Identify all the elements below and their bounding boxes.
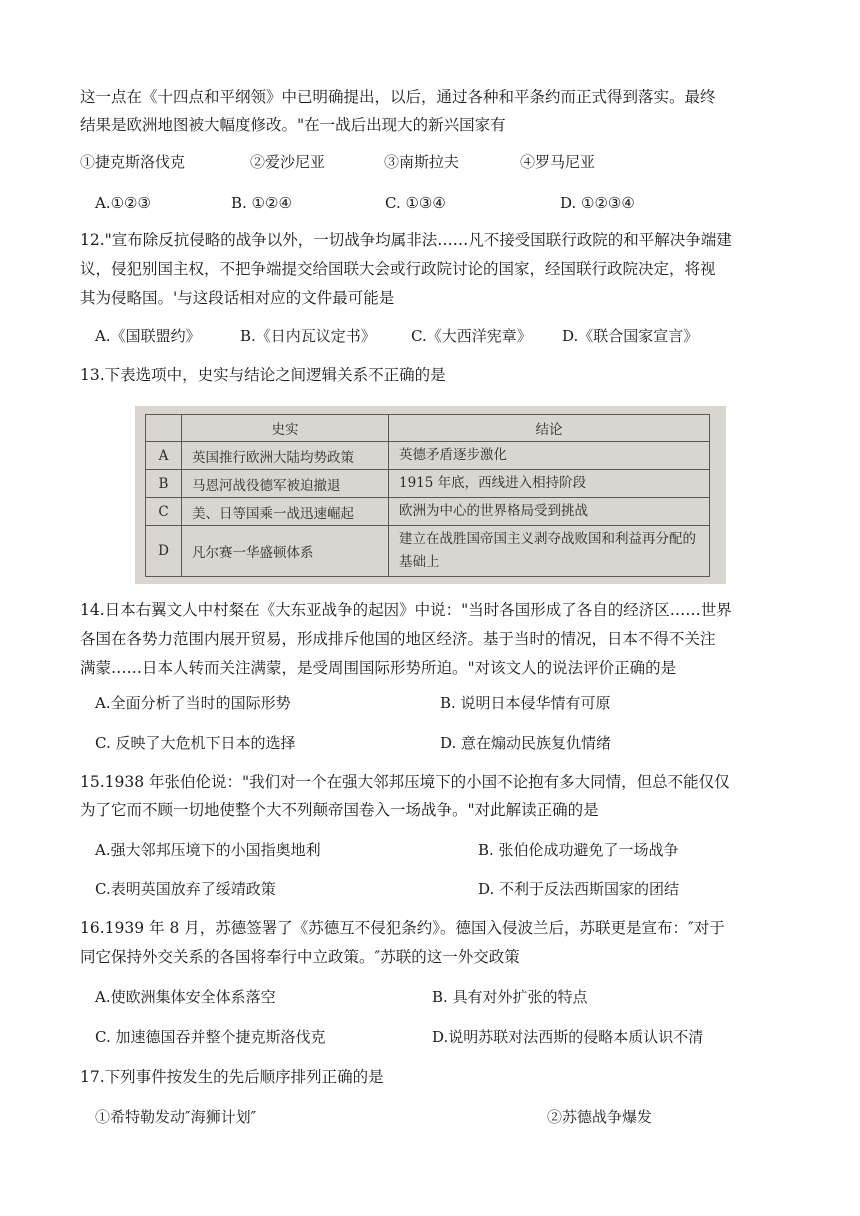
q16-option-d: D.说明苏联对法西斯的侵略本质认识不清 — [432, 1028, 704, 1046]
row-label: A — [146, 442, 182, 470]
q14-line-3: 满蒙……日本人转而关注满蒙，是受周围国际形势所迫。"对该文人的说法评价正确的是 — [80, 659, 677, 677]
intro-line-1: 这一点在《十四点和平纲领》中已明确提出，以后，通过各种和平条约而正式得到落实。最终 — [80, 88, 716, 106]
row-fact: 美、日等国乘一战迅速崛起 — [182, 498, 389, 526]
table-header-conclusion: 结论 — [389, 415, 710, 442]
q11-item-2: ②爱沙尼亚 — [250, 153, 326, 171]
q15-option-d: D. 不利于反法西斯国家的团结 — [478, 880, 680, 898]
q11-option-b: B. ①②④ — [231, 194, 292, 212]
row-label: C — [146, 498, 182, 526]
q14-line-2: 各国在各势力范围内展开贸易，形成排斥他国的地区经济。基于当时的情况，日本不得不关注 — [80, 630, 716, 648]
table-row — [146, 526, 710, 577]
q14-line-1: 14.日本右翼文人中村粲在《大东亚战争的起因》中说："当时各国形成了各自的经济区……世界 — [80, 601, 732, 619]
table-header-blank — [146, 415, 182, 442]
q15-option-b: B. 张伯伦成功避免了一场战争 — [478, 841, 679, 859]
q16-option-b: B. 具有对外扩张的特点 — [432, 988, 588, 1006]
table-row — [146, 442, 710, 470]
q12-option-d: D.《联合国家宣言》 — [562, 327, 699, 345]
row-conclusion: 英德矛盾逐步激化 — [389, 442, 710, 470]
q16-option-a: A.使欧洲集体安全体系落空 — [95, 988, 276, 1006]
q11-option-c: C. ①③④ — [385, 194, 446, 212]
q15-line-1: 15.1938 年张伯伦说："我们对一个在强大邻邦压境下的小国不论抱有多大同情，但总不能仅仅 — [80, 773, 730, 791]
q17-item-1: ①希特勒发动″海狮计划″ — [95, 1108, 257, 1126]
q11-option-d: D. ①②③④ — [560, 194, 635, 212]
q13-stem: 13.下表选项中，史实与结论之间逻辑关系不正确的是 — [80, 366, 446, 384]
q15-line-2: 为了它而不顾一切地使整个大不列颠帝国卷入一场战争。"对此解读正确的是 — [80, 801, 599, 819]
q12-line-1: 12."宣布除反抗侵略的战争以外，一切战争均属非法……凡不接受国联行政院的和平解决争端建 — [80, 231, 732, 249]
q17-stem: 17.下列事件按发生的先后顺序排列正确的是 — [80, 1068, 384, 1086]
row-conclusion: 建立在战胜国帝国主义剥夺战败国和利益再分配的基础上 — [389, 526, 710, 577]
row-label: B — [146, 470, 182, 498]
row-fact: 凡尔赛一华盛顿体系 — [182, 526, 389, 577]
table-row — [146, 470, 710, 498]
q15-option-c: C.表明英国放弃了绥靖政策 — [95, 880, 276, 898]
q15-option-a: A.强大邻邦压境下的小国指奥地利 — [95, 841, 321, 859]
q14-option-a: A.全面分析了当时的国际形势 — [95, 694, 291, 712]
row-conclusion: 欧洲为中心的世界格局受到挑战 — [389, 498, 710, 526]
q11-option-a: A.①②③ — [95, 194, 151, 212]
q14-option-d: D. 意在煽动民族复仇情绪 — [440, 734, 612, 752]
q16-line-1: 16.1939 年 8 月，苏德签署了《苏德互不侵犯条约》。德国入侵波兰后，苏联更是宣布：″对于 — [80, 919, 725, 937]
q12-option-b: B.《日内瓦议定书》 — [240, 327, 376, 345]
q17-item-2: ②苏德战争爆发 — [547, 1108, 653, 1126]
row-label: D — [146, 526, 182, 577]
q13-table-image — [135, 406, 726, 584]
row-fact: 马恩河战役德军被迫撤退 — [182, 470, 389, 498]
q12-option-a: A.《国联盟约》 — [95, 327, 201, 345]
q16-option-c: C. 加速德国吞并整个捷克斯洛伐克 — [95, 1028, 326, 1046]
table-row — [146, 498, 710, 526]
q12-line-3: 其为侵略国。'与这段话相对应的文件最可能是 — [80, 289, 395, 307]
q14-option-c: C. 反映了大危机下日本的选择 — [95, 734, 296, 752]
q11-item-1: ①捷克斯洛伐克 — [80, 153, 186, 171]
table-header-fact: 史实 — [182, 415, 389, 442]
row-fact: 英国推行欧洲大陆均势政策 — [182, 442, 389, 470]
q12-option-c: C.《大西洋宪章》 — [411, 327, 532, 345]
q11-item-3: ③南斯拉夫 — [384, 153, 460, 171]
intro-line-2: 结果是欧洲地图被大幅度修改。"在一战后出现大的新兴国家有 — [80, 116, 506, 134]
q13-table — [145, 414, 710, 577]
row-conclusion: 1915 年底，西线进入相持阶段 — [389, 470, 710, 498]
q11-item-4: ④罗马尼亚 — [520, 153, 596, 171]
q12-line-2: 议，侵犯别国主权，不把争端提交给国联大会或行政院讨论的国家，经国联行政院决定，将视 — [80, 260, 716, 278]
q14-option-b: B. 说明日本侵华情有可原 — [440, 694, 611, 712]
q16-line-2: 同它保持外交关系的各国将奉行中立政策。″苏联的这一外交政策 — [80, 948, 520, 966]
